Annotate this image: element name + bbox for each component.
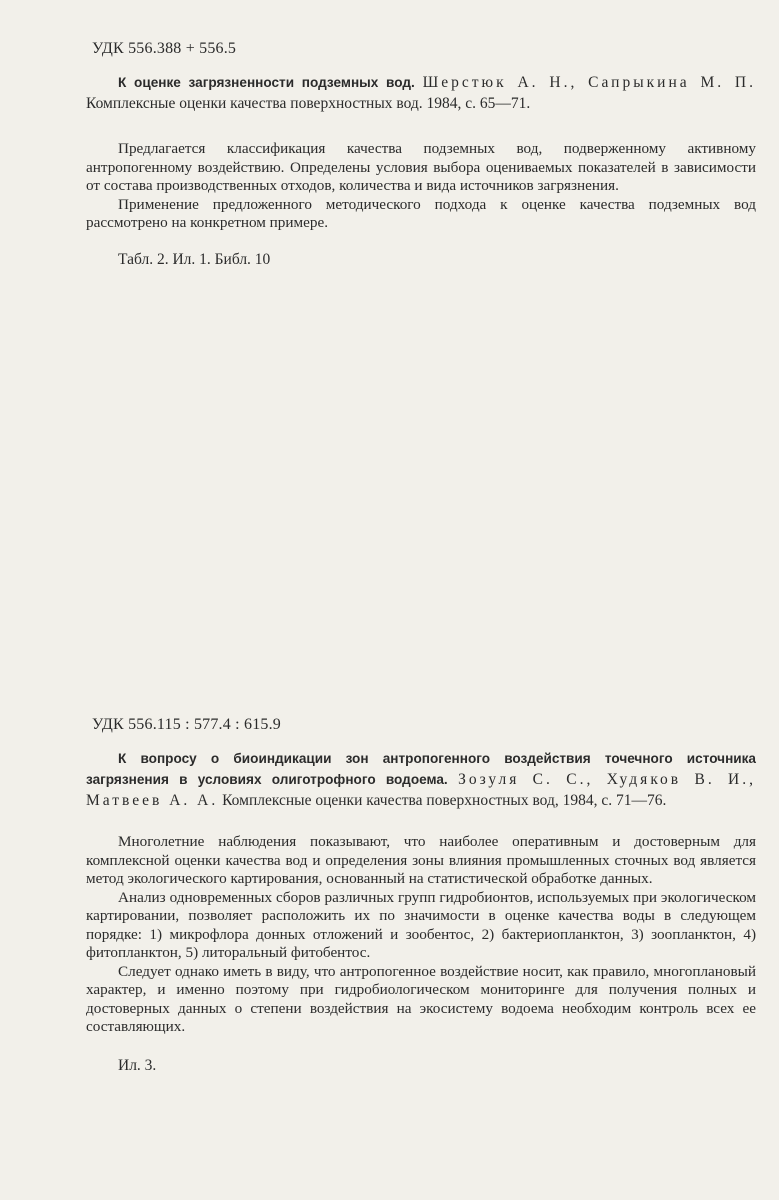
authors: Зозуля С. С., Худяков В. И., Матвеев А. А. <box>86 771 756 809</box>
abstract-2 <box>86 716 756 1075</box>
paragraph: Анализ одновременных сборов различных групп гидробионтов, используемых при экологическом картировании, позволяет расположить их по значимости в оценке качества воды в следующем порядке: 1) микрофлора донных отложений и зообентос, 2) бактериопланктон, 3) зоопланктон, 4) фитопланктон, 5) литоральный фитобентос. <box>86 888 756 961</box>
paragraph: Многолетние наблюдения показывают, что наиболее оперативным и достоверным для комплексной оценки качества вод и определения зоны влияния промышленных сточных вод является метод экологического картирования, основанный на статистической обработке данных. <box>86 833 756 887</box>
authors: Шерстюк А. Н., Сапрыкина М. П. <box>422 74 757 91</box>
source: Комплексные оценки качества поверхностных вод, 1984, с. 71—76. <box>222 792 667 809</box>
udc-code: УДК 556.388 + 556.5 <box>92 40 237 57</box>
citation <box>86 72 756 114</box>
citation <box>86 748 756 811</box>
paragraph: Предлагается классификация качества подземных вод, подверженному активному антропогенному воздействию. Определены условия выбора оцениваемых показателей в зависимости от состава производственных отходов, количества и вида источников загрязнения. <box>86 140 756 194</box>
paragraph: Следует однако иметь в виду, что антропогенное воздействие носит, как правило, многоплановый характер, и именно поэтому при гидробиологическом мониторинге для получения полных и достоверных данных о степени воздействия на экосистему водоема необходим контроль всех ее составляющих. <box>86 962 756 1035</box>
abstract-1 <box>86 40 756 269</box>
source: Комплексные оценки качества поверхностных вод. 1984, с. 65—71. <box>86 95 531 112</box>
bibliography-note: Ил. 3. <box>118 1056 157 1074</box>
abstract-title: К оценке загрязненности подземных вод. <box>118 75 415 90</box>
udc-code: УДК 556.115 : 577.4 : 615.9 <box>92 716 281 733</box>
abstract-title: К вопросу о биоиндикации зон антропогенного воздействия точечного источника загрязнения в условиях олиготрофного водоема. <box>86 751 756 787</box>
abstract-body <box>86 140 756 233</box>
paragraph: Применение предложенного методического подхода к оценке качества подземных вод рассмотрено на конкретном примере. <box>86 195 756 231</box>
abstract-body <box>86 833 756 1037</box>
bibliography-note: Табл. 2. Ил. 1. Библ. 10 <box>118 250 271 268</box>
